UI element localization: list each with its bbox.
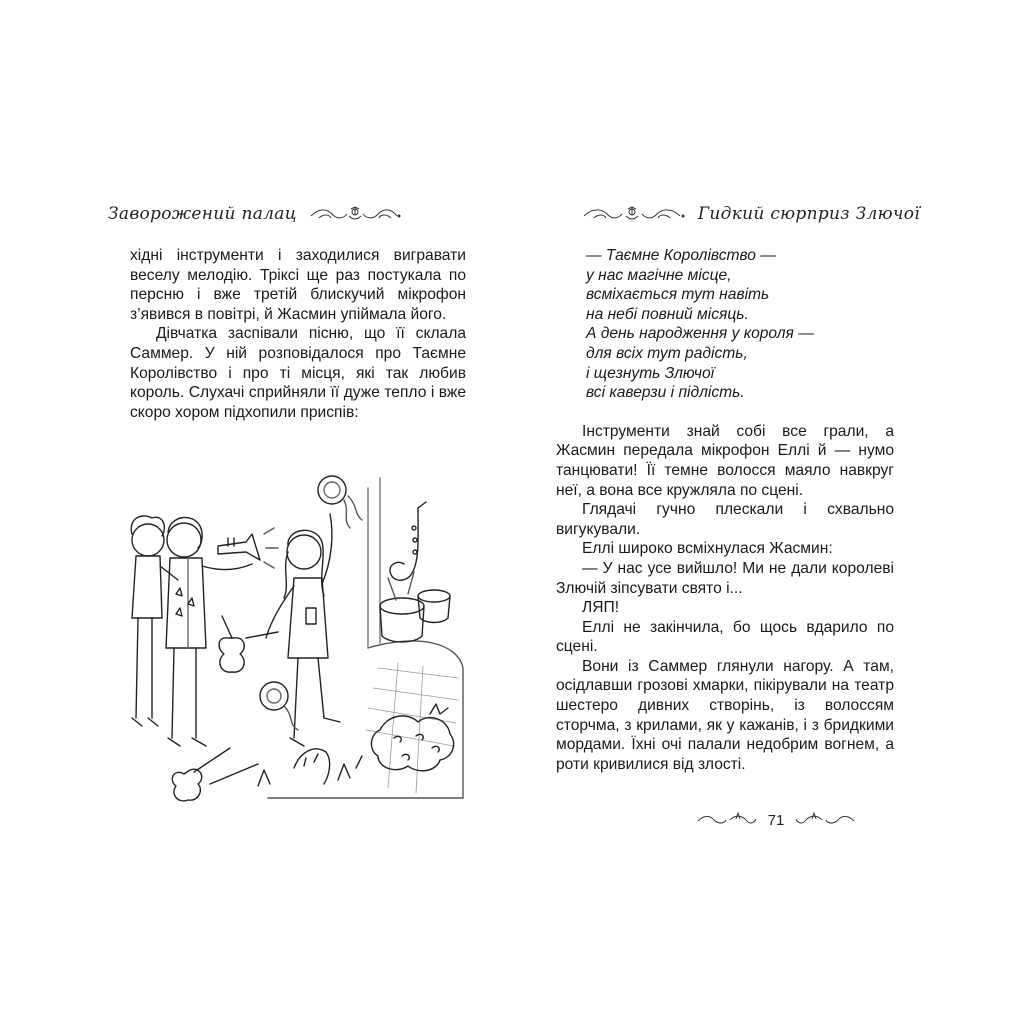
verse-line: — Таємне Королівство — <box>586 247 776 264</box>
left-running-header <box>108 198 401 230</box>
right-running-header <box>582 198 920 230</box>
verse-line: на небі повний місяць. <box>586 305 749 323</box>
paragraph: Інструменти знай собі все грали, а Жасмин передала мікрофон Еллі й — нумо танцювати! Її темне волосся маяло навкруг неї, а вона все кружляла по сцені. <box>556 422 894 499</box>
paragraph: Еллі не закінчила, бо щось вдарило по сцені. <box>556 618 894 656</box>
paragraph: хідні інструменти і заходилися вигравати веселу мелодію. Тріксі ще раз постукала по персню і вже третій блискучий мікрофон з’явився в повітрі, й Жасмин упіймала його. <box>130 247 466 323</box>
verse-line: всміхається тут навіть <box>586 286 770 304</box>
flourish-ornament-icon <box>696 811 758 829</box>
verse-line: у нас магічне місце, <box>586 266 732 284</box>
right-page-text <box>556 246 894 774</box>
flourish-ornament-icon <box>794 811 856 829</box>
paragraph: Еллі широко всміхнулася Жасмин: <box>582 540 833 558</box>
left-running-title: Заворожений палац <box>108 204 297 224</box>
page-footer <box>660 808 892 832</box>
paragraph: ЛЯП! <box>582 599 620 617</box>
dialogue-line: — У нас усе вийшло! Ми не дали королеві Злючій зіпсувати свято і... <box>556 559 894 597</box>
verse-line: для всіх тут радість, <box>586 344 748 362</box>
verse-line: А день народження у короля — <box>586 325 814 343</box>
paragraph: Глядачі гучно плескали і схвально вигукували. <box>556 501 894 538</box>
flourish-ornament-icon <box>582 204 686 224</box>
left-page-text <box>130 246 466 422</box>
page-number: 71 <box>767 811 785 829</box>
paragraph: Дівчатка заспівали пісню, що її склала Саммер. У ній розповідалося про Таємне Королівство і про ті місця, які так любив король. Слухачі сприйняли її дуже тепло і вже скоро хором підхопили приспів: <box>130 325 466 421</box>
paragraph: Вони із Саммер глянули нагору. А там, осідлавши грозові хмарки, пікірували на театр шестеро дивних створінь, із волоссям сторчма, з крилами, як у кажанів, і з бридкими мордами. Їхні очі палали недобрим вогнем, а роти кривилися від злості. <box>556 657 894 773</box>
flourish-ornament-icon <box>309 204 401 224</box>
verse-line: і щезнуть Злючої <box>586 364 715 382</box>
girls-dancing-with-instruments-icon <box>118 468 468 808</box>
right-running-title: Гидкий сюрприз Злючої <box>697 204 920 224</box>
verse-line: всі каверзи і підлість. <box>586 384 745 402</box>
song-verse <box>586 246 894 403</box>
